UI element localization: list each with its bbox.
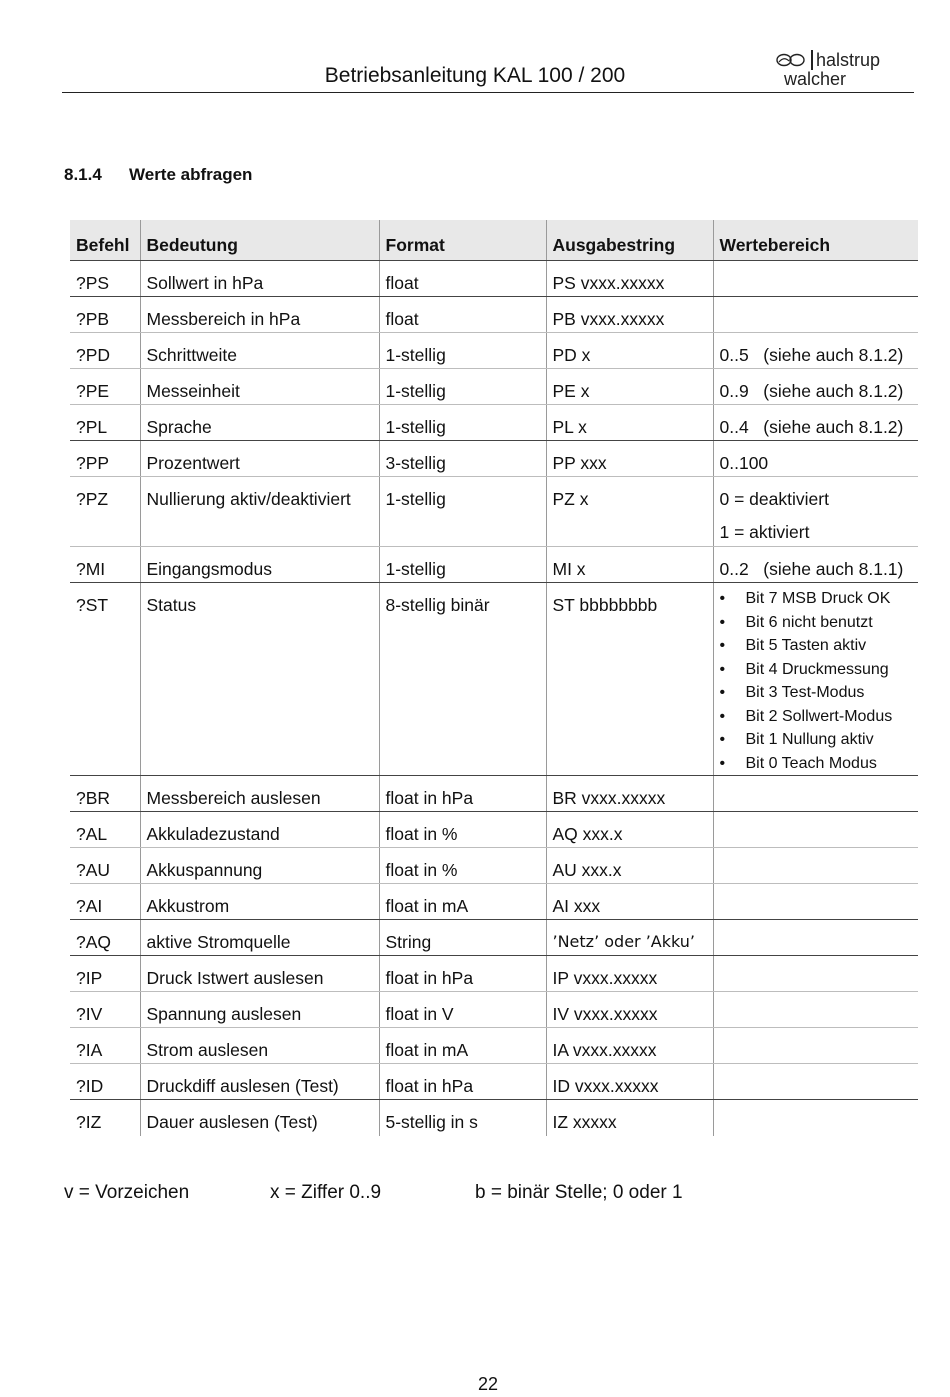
cell-meaning: Druck Istwert auslesen xyxy=(140,956,379,992)
cell-format: 5-stellig in s xyxy=(379,1100,546,1136)
cell-range: 0..2 (siehe auch 8.1.1) xyxy=(713,547,918,583)
cell-range xyxy=(713,848,918,884)
cell-range xyxy=(713,297,918,333)
cell-format: float in V xyxy=(379,992,546,1028)
table-header-row xyxy=(70,220,918,261)
col-header-wertebereich: Wertebereich xyxy=(713,220,918,261)
table-row xyxy=(70,297,918,333)
cell-meaning: Nullierung aktiv/deaktiviert xyxy=(140,477,379,547)
cell-meaning: Messeinheit xyxy=(140,369,379,405)
commands-table xyxy=(70,220,918,1136)
table-row xyxy=(70,333,918,369)
cell-meaning: Schrittweite xyxy=(140,333,379,369)
table-row xyxy=(70,261,918,297)
cell-output: ID vxxx.xxxxx xyxy=(546,1064,713,1100)
col-header-ausgabestring: Ausgabestring xyxy=(546,220,713,261)
logo-mark-icon xyxy=(776,52,806,68)
cell-output: AQ xxx.x xyxy=(546,812,713,848)
table-row xyxy=(70,992,918,1028)
cell-cmd: ?MI xyxy=(70,547,140,583)
list-item: • Bit 2 Sollwert-Modus xyxy=(720,705,913,729)
cell-output: IV vxxx.xxxxx xyxy=(546,992,713,1028)
list-item: • Bit 7 MSB Druck OK xyxy=(720,587,913,611)
cell-meaning: Messbereich in hPa xyxy=(140,297,379,333)
list-item: • Bit 3 Test-Modus xyxy=(720,681,913,705)
cell-output: AU xxx.x xyxy=(546,848,713,884)
cell-output: PZ x xyxy=(546,477,713,547)
col-header-format: Format xyxy=(379,220,546,261)
cell-range xyxy=(713,884,918,920)
table-row xyxy=(70,920,918,956)
table-row xyxy=(70,477,918,547)
col-header-befehl: Befehl xyxy=(70,220,140,261)
cell-meaning: aktive Stromquelle xyxy=(140,920,379,956)
legend-binary: b = binär Stelle; 0 oder 1 xyxy=(475,1182,683,1203)
cell-format: float in mA xyxy=(379,1028,546,1064)
cell-meaning: Eingangsmodus xyxy=(140,547,379,583)
cell-meaning: Messbereich auslesen xyxy=(140,776,379,812)
cell-output: ’Netz’ oder ’Akku’ xyxy=(546,920,713,956)
legend-digit: x = Ziffer 0..9 xyxy=(270,1182,382,1203)
table-row xyxy=(70,812,918,848)
range-line: 0 = deaktiviert xyxy=(719,489,829,509)
cell-cmd: ?AU xyxy=(70,848,140,884)
cell-range: 0..4 (siehe auch 8.1.2) xyxy=(713,405,918,441)
cell-format: float in % xyxy=(379,848,546,884)
cell-format: float xyxy=(379,261,546,297)
cell-meaning: Spannung auslesen xyxy=(140,992,379,1028)
cell-range: 0..5 (siehe auch 8.1.2) xyxy=(713,333,918,369)
cell-cmd: ?PB xyxy=(70,297,140,333)
table-row xyxy=(70,956,918,992)
cell-cmd: ?PS xyxy=(70,261,140,297)
cell-output: IA vxxx.xxxxx xyxy=(546,1028,713,1064)
cell-cmd: ?ID xyxy=(70,1064,140,1100)
cell-cmd: ?PP xyxy=(70,441,140,477)
cell-cmd: ?BR xyxy=(70,776,140,812)
logo-text-halstrup: halstrup xyxy=(816,50,881,70)
cell-output: IZ xxxxx xyxy=(546,1100,713,1136)
cell-range xyxy=(713,477,918,547)
list-item: • Bit 1 Nullung aktiv xyxy=(720,728,913,752)
cell-cmd: ?IP xyxy=(70,956,140,992)
cell-format: float in mA xyxy=(379,884,546,920)
cell-output: PE x xyxy=(546,369,713,405)
section-number: 8.1.4 xyxy=(64,165,102,184)
cell-meaning: Akkustrom xyxy=(140,884,379,920)
table-row xyxy=(70,369,918,405)
cell-range: 0..9 (siehe auch 8.1.2) xyxy=(713,369,918,405)
cell-output: MI x xyxy=(546,547,713,583)
cell-meaning: Akkuladezustand xyxy=(140,812,379,848)
cell-output: ST bbbbbbbb xyxy=(546,583,713,776)
logo-text-walcher: walcher xyxy=(784,69,847,89)
cell-meaning: Sollwert in hPa xyxy=(140,261,379,297)
cell-range xyxy=(713,956,918,992)
table-row xyxy=(70,1064,918,1100)
table-row xyxy=(70,547,918,583)
range-line: 1 = aktiviert xyxy=(719,522,810,542)
cell-range xyxy=(713,812,918,848)
cell-output: BR vxxx.xxxxx xyxy=(546,776,713,812)
table-row xyxy=(70,441,918,477)
cell-range xyxy=(713,1064,918,1100)
cell-format: float in hPa xyxy=(379,1064,546,1100)
cell-meaning: Status xyxy=(140,583,379,776)
list-item: • Bit 4 Druckmessung xyxy=(720,658,913,682)
section-heading xyxy=(64,165,252,185)
table-row xyxy=(70,776,918,812)
cell-meaning: Strom auslesen xyxy=(140,1028,379,1064)
table-row xyxy=(70,583,918,776)
cell-range: 0..100 xyxy=(713,441,918,477)
table-row xyxy=(70,405,918,441)
cell-format: 3-stellig xyxy=(379,441,546,477)
cell-output: PS vxxx.xxxxx xyxy=(546,261,713,297)
cell-cmd: ?AI xyxy=(70,884,140,920)
status-bits-list xyxy=(720,587,913,775)
cell-cmd: ?IV xyxy=(70,992,140,1028)
cell-cmd: ?PE xyxy=(70,369,140,405)
cell-cmd: ?AQ xyxy=(70,920,140,956)
legend-sign: v = Vorzeichen xyxy=(64,1182,190,1203)
cell-output: PB vxxx.xxxxx xyxy=(546,297,713,333)
logo-bar xyxy=(811,50,813,70)
cell-cmd: ?PD xyxy=(70,333,140,369)
cell-format: float xyxy=(379,297,546,333)
cell-cmd: ?IZ xyxy=(76,1112,102,1132)
cell-format: 8-stellig binär xyxy=(379,583,546,776)
cell-output: PP xxx xyxy=(546,441,713,477)
cell-meaning: Druckdiff auslesen (Test) xyxy=(140,1064,379,1100)
page-number: 22 xyxy=(477,1374,499,1394)
cell-format: float in % xyxy=(379,812,546,848)
cell-cmd: ?PZ xyxy=(70,477,140,547)
cell-cmd: ?PL xyxy=(70,405,140,441)
cell-range xyxy=(713,1100,918,1136)
cell-range xyxy=(713,261,918,297)
section-title: Werte abfragen xyxy=(129,165,253,184)
cell-cmd: ?AL xyxy=(70,812,140,848)
cell-format: 1-stellig xyxy=(379,547,546,583)
cell-output: IP vxxx.xxxxx xyxy=(546,956,713,992)
cell-format: 1-stellig xyxy=(379,333,546,369)
list-item: • Bit 0 Teach Modus xyxy=(720,752,913,776)
cell-format: float in hPa xyxy=(379,956,546,992)
cell-cmd: ?ST xyxy=(70,583,140,776)
header-rule xyxy=(62,92,914,93)
cell-range xyxy=(713,920,918,956)
company-logo xyxy=(776,50,906,90)
cell-range xyxy=(713,992,918,1028)
cell-output: AI xxx xyxy=(546,884,713,920)
cell-cmd: ?IA xyxy=(70,1028,140,1064)
cell-format: 1-stellig xyxy=(379,477,546,547)
cell-range xyxy=(713,776,918,812)
col-header-bedeutung: Bedeutung xyxy=(140,220,379,261)
table-row xyxy=(70,884,918,920)
cell-output: PL x xyxy=(546,405,713,441)
table-row xyxy=(70,1028,918,1064)
cell-range xyxy=(713,1028,918,1064)
cell-format: 1-stellig xyxy=(379,405,546,441)
cell-meaning: Prozentwert xyxy=(140,441,379,477)
list-item: • Bit 5 Tasten aktiv xyxy=(720,634,913,658)
cell-format: 1-stellig xyxy=(379,369,546,405)
cell-range xyxy=(713,583,918,776)
cell-meaning: Dauer auslesen (Test) xyxy=(140,1100,379,1136)
table-row xyxy=(70,1100,918,1136)
table-row xyxy=(70,848,918,884)
list-item: • Bit 6 nicht benutzt xyxy=(720,611,913,635)
cell-meaning: Sprache xyxy=(140,405,379,441)
cell-meaning: Akkuspannung xyxy=(140,848,379,884)
cell-format: float in hPa xyxy=(379,776,546,812)
cell-format: String xyxy=(379,920,546,956)
page-header-title: Betriebsanleitung KAL 100 / 200 xyxy=(324,64,626,87)
cell-output: PD x xyxy=(546,333,713,369)
